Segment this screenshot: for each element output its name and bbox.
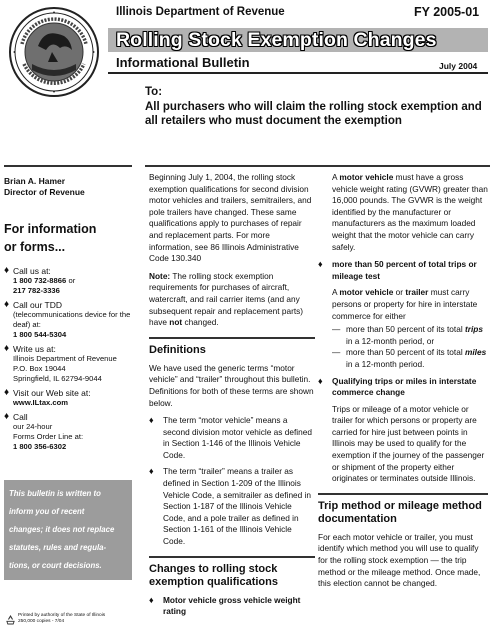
call-phone-primary: 1 800 732-8866 <box>13 276 67 285</box>
qualifying-paragraph: Trips or mileage of a motor vehicle or trailer for which persons or property are carried for hire just between points in Illinois may be used to qualify for the exemption if the journey of the passenger or shipment of the property either originates or terminates outside Illinois. <box>332 403 485 484</box>
diamond-bullet-icon: ♦ <box>318 375 323 386</box>
contact-forms <box>4 412 134 452</box>
note-paragraph <box>149 271 315 329</box>
gvwr-text-end: must have a gross vehicle weight rating (GVWR) greater than 16,000 pounds. The GVWR is the weight identified by the manufacturer or manufacturers as the maximum loaded weight that the motor vehicle can carry safely. <box>332 172 488 252</box>
trip-method-heading: Trip method or mileage method documentation <box>318 499 482 525</box>
note-emphasis: not <box>169 317 183 328</box>
content-column-2 <box>318 172 488 596</box>
contact-list <box>4 266 134 456</box>
definition-motor-vehicle: The term “motor vehicle” means a second division motor vehicle as defined in Section 1-146 of the Illinois Vehicle Code. <box>163 415 312 460</box>
gvwr-paragraph <box>318 172 488 253</box>
forms-description-2: Forms Order Line at: <box>13 432 84 441</box>
address-line-3: Springfield, IL 62794-9044 <box>13 374 102 383</box>
gvwr-text: A <box>332 172 340 182</box>
call-phone-secondary: 217 782-3336 <box>13 286 60 295</box>
dash-text: more than 50 percent of its total <box>346 324 465 335</box>
print-copies: 250,000 copies - 7/04 <box>18 619 65 624</box>
dash-text: more than 50 percent of its total <box>346 347 465 358</box>
fifty-percent-paragraph <box>318 287 488 322</box>
definition-trailer: The term “trailer” means a trailer as defined in Section 1-209 of the Illinois Vehicle Code, a semitrailer as defined in Section 1-187 of the Illinois Vehicle Code, and a pole trailer as defined in Section 1-161 of the Illinois Vehicle Code. <box>163 466 312 547</box>
director-block <box>4 176 132 197</box>
section-divider <box>149 337 315 339</box>
diamond-bullet-icon: ♦ <box>149 466 154 477</box>
audience-text: All purchasers who will claim the rolling stock exemption and all retailers who must document the exemption <box>145 101 482 127</box>
dash-marker: — <box>332 324 341 335</box>
web-label: Visit our Web site at: <box>13 388 91 398</box>
info-heading-line-1: For information <box>4 222 97 236</box>
gvwr-term: motor vehicle <box>339 172 394 182</box>
fifty-percent-subheading: more than 50 percent of total trips or mileage test <box>332 259 477 281</box>
note-text-end: changed. <box>182 317 219 328</box>
diamond-bullet-icon: ♦ <box>149 415 154 426</box>
section-divider <box>318 493 488 495</box>
address-line-1: Illinois Department of Revenue <box>13 354 117 363</box>
definition-item <box>149 415 315 461</box>
print-authority: Printed by authority of the State of Illinois <box>18 613 106 618</box>
content-divider <box>145 165 490 167</box>
definition-item <box>149 466 315 547</box>
fifty-text-end: must carry persons or property for hire in interstate commerce for either <box>332 287 478 321</box>
dash-emphasis-miles: miles <box>465 347 487 358</box>
print-notice <box>18 613 105 625</box>
call-or: or <box>68 276 76 285</box>
disclaimer-line: inform you of recent <box>9 507 85 516</box>
dash-text-end: in a 12-month period. <box>346 358 425 369</box>
disclaimer-line: tions, or court decisions. <box>9 561 102 570</box>
fifty-term-motor-vehicle: motor vehicle <box>339 287 394 298</box>
disclaimer-line: This bulletin is written to <box>9 489 101 498</box>
fifty-term-trailer: trailer <box>405 287 429 298</box>
dash-emphasis-trips: trips <box>465 324 483 335</box>
bulletin-subtitle: Informational Bulletin <box>116 55 250 70</box>
title-banner <box>108 28 488 52</box>
fifty-or: or <box>393 287 406 298</box>
director-title: Director of Revenue <box>4 186 85 197</box>
diamond-bullet-icon: ♦ <box>4 411 10 422</box>
director-name: Brian A. Hamer <box>4 176 66 186</box>
gvwr-subheading: Motor vehicle gross vehicle weight rating <box>163 594 301 617</box>
dash-marker: — <box>332 347 341 358</box>
info-heading-line-2: or forms... <box>4 240 66 254</box>
call-label: Call us at: <box>13 266 51 276</box>
disclaimer-text <box>9 485 129 575</box>
forms-description-1: our 24-hour <box>13 422 53 431</box>
web-url-link[interactable]: www.ILtax.com <box>13 398 68 407</box>
change-item <box>149 595 315 618</box>
disclaimer-box <box>4 480 132 580</box>
diamond-bullet-icon: ♦ <box>4 343 10 354</box>
change-item <box>318 376 488 399</box>
state-seal-logo <box>8 6 100 98</box>
tdd-description: (telecommunications device for the deaf) at: <box>13 310 131 329</box>
bulletin-title: Rolling Stock Exemption Changes <box>116 29 437 51</box>
note-text: The rolling stock exemption requirements for purchases of aircraft, watercraft, and rail carrier items (and any subsequent repair and replacement parts) have <box>149 270 304 328</box>
dash-item-miles <box>318 347 488 370</box>
tdd-label: Call our TDD <box>13 300 62 310</box>
contact-web <box>4 388 134 408</box>
note-label: Note: <box>149 270 171 281</box>
change-item <box>318 259 488 282</box>
diamond-bullet-icon: ♦ <box>4 265 10 276</box>
disclaimer-line: changes; it does not replace <box>9 525 115 534</box>
intro-paragraph: Beginning July 1, 2004, the rolling stock exemption qualifications for second division motor vehicles and trailers, semitrailers, and pole trailers have changed. These same qualifications apply to purchases of repair and replacement parts. For more information, see 86 Illinois Administrative Code 130.340 <box>149 172 312 264</box>
section-divider <box>149 556 315 558</box>
contact-call <box>4 266 134 296</box>
changes-heading: Changes to rolling stock exemption qualifications <box>149 562 278 588</box>
diamond-bullet-icon: ♦ <box>4 387 10 398</box>
contact-tdd <box>4 300 134 340</box>
tdd-phone: 1 800 544-5304 <box>13 330 67 339</box>
recycle-icon <box>6 614 15 625</box>
trip-method-paragraph: For each motor vehicle or trailer, you must identify which method you will use to qualify for the rolling stock exemption — the trip method or the mileage method. Once made, this election cannot be changed. <box>318 531 481 589</box>
definitions-heading: Definitions <box>149 343 206 356</box>
diamond-bullet-icon: ♦ <box>318 259 323 270</box>
bulletin-date: July 2004 <box>439 61 478 71</box>
dash-text-end: in a 12-month period, or <box>346 335 435 346</box>
sidebar-divider <box>4 165 132 167</box>
diamond-bullet-icon: ♦ <box>4 299 10 310</box>
to-label: To: <box>145 86 163 98</box>
qualifying-subheading: Qualifying trips or miles in interstate commerce change <box>332 375 477 398</box>
content-column-1 <box>149 172 315 623</box>
diamond-bullet-icon: ♦ <box>149 594 154 605</box>
agency-name: Illinois Department of Revenue <box>116 6 285 18</box>
disclaimer-line: statutes, rules and regula- <box>9 543 107 552</box>
address-line-2: P.O. Box 19044 <box>13 364 66 373</box>
forms-phone: 1 800 356-6302 <box>13 442 67 451</box>
forms-label: Call <box>13 412 28 422</box>
bulletin-number: FY 2005-01 <box>414 5 480 19</box>
dash-item-trips <box>318 324 488 347</box>
info-heading <box>4 220 132 256</box>
contact-write <box>4 344 134 384</box>
fifty-text: A <box>332 287 340 298</box>
header-divider <box>108 72 488 74</box>
write-label: Write us at: <box>13 344 56 354</box>
definitions-intro: We have used the generic terms “motor vehicle” and “trailer” throughout this bulletin. Definitions for both of these terms are shown below. <box>149 362 314 408</box>
